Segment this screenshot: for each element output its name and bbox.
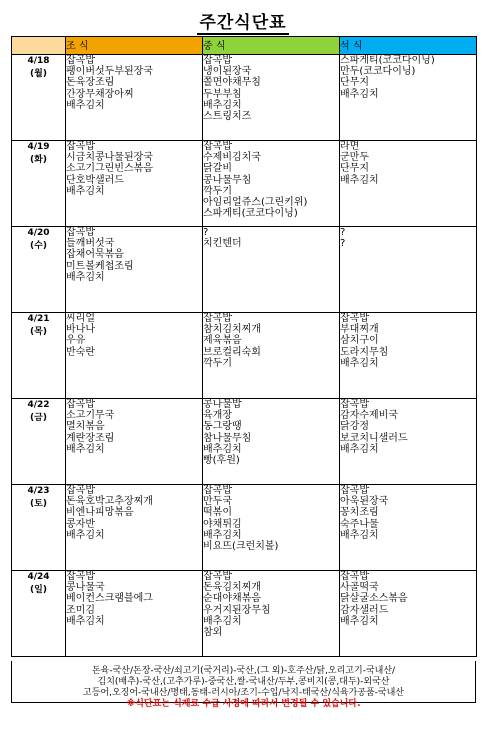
weekday-text: (목)	[30, 327, 47, 337]
menu-item: 순대야채볶음	[203, 593, 261, 605]
lunch-cell	[203, 571, 340, 657]
date-text: 4/24	[27, 572, 50, 582]
date-text: 4/18	[27, 56, 50, 66]
origin-line-3: 고등어,오징어-국내산/명태,동태-러시아/조기-수입/낙지-태국산/식육가공품-국내산	[83, 688, 404, 698]
menu-item: 우유	[66, 335, 86, 347]
menu-item: 소고기무국	[66, 410, 115, 422]
day-row	[12, 485, 477, 571]
day-date	[12, 313, 66, 399]
menu-item: 닭강정	[340, 421, 369, 433]
menu-item: 참나물무침	[203, 432, 252, 444]
day-row	[12, 141, 477, 227]
lunch-cell	[203, 55, 340, 141]
menu-item: 씨리얼	[66, 313, 95, 324]
lunch-cell	[203, 485, 340, 571]
dinner-cell	[340, 485, 477, 571]
menu-item: 배추김치	[203, 99, 242, 111]
date-text: 4/21	[27, 314, 50, 324]
menu-item: 치킨텐더	[203, 238, 242, 250]
menu-item: 계란장조림	[66, 432, 115, 444]
weekday-text: (월)	[30, 69, 47, 79]
menu-item: 잡곡밥	[203, 313, 232, 324]
header-dinner: 석 식	[340, 37, 477, 55]
menu-item: 스파게티(코코다이닝)	[340, 55, 435, 66]
menu-item: 스트링치즈	[203, 111, 252, 123]
weekday-text: (화)	[30, 155, 47, 165]
lunch-cell	[203, 313, 340, 399]
menu-item: 만두국	[203, 496, 232, 508]
day-date	[12, 571, 66, 657]
menu-item: 아욱된장국	[340, 496, 389, 508]
menu-item: 단무지	[340, 163, 369, 175]
menu-item: 팽이버섯두부된장국	[66, 66, 153, 78]
menu-item: 단무지	[340, 77, 369, 89]
menu-table	[11, 36, 477, 657]
menu-item: 꽁치조림	[340, 507, 379, 519]
weekday-text: (일)	[30, 585, 47, 595]
menu-item: 멸치볶음	[66, 421, 105, 433]
menu-item: 잡곡밥	[66, 55, 95, 66]
dinner-cell	[340, 313, 477, 399]
menu-item: 냉이된장국	[203, 66, 252, 78]
menu-item: 단호박샐러드	[66, 174, 124, 186]
menu-item: ?	[340, 227, 346, 238]
menu-item: 잡곡밥	[66, 227, 95, 238]
menu-item: 육개장	[203, 410, 232, 422]
menu-item: 깍두기	[203, 357, 232, 369]
menu-item: 배추김치	[340, 357, 379, 369]
menu-item: 배추김치	[203, 443, 242, 455]
breakfast-cell	[66, 485, 203, 571]
menu-item: 배추김치	[340, 174, 379, 186]
menu-item: 베이컨스크램블에그	[66, 593, 153, 605]
header-date	[12, 37, 66, 55]
menu-item: 콩나물밥	[203, 399, 242, 410]
day-row	[12, 399, 477, 485]
day-date	[12, 227, 66, 313]
menu-item: ?	[340, 238, 346, 250]
menu-item: 바나나	[66, 324, 95, 336]
header-row	[12, 37, 477, 55]
day-row	[12, 227, 477, 313]
menu-item: 야채튀김	[203, 518, 242, 530]
page-title: 주간식단표	[199, 13, 287, 33]
dinner-cell	[340, 227, 477, 313]
dinner-cell	[340, 571, 477, 657]
menu-item: 닭갈비	[203, 163, 232, 175]
menu-item: 동그랑땡	[203, 421, 242, 433]
menu-item: 군만두	[340, 152, 369, 164]
menu-item: 돈육장조림	[66, 77, 115, 89]
breakfast-cell	[66, 571, 203, 657]
menu-item: 배추김치	[66, 185, 105, 197]
menu-item: 반숙란	[66, 346, 95, 358]
day-date	[12, 485, 66, 571]
day-date	[12, 399, 66, 485]
change-notice: ※식단표는 식재료 수급 사정에 따라서 변경될 수 있습니다.	[126, 699, 361, 709]
menu-item: 배추김치	[66, 529, 105, 541]
breakfast-cell	[66, 399, 203, 485]
day-date	[12, 55, 66, 141]
menu-item: 잡곡밥	[340, 399, 369, 410]
menu-item: ?	[203, 227, 209, 238]
header-breakfast: 조 식	[66, 37, 203, 55]
day-row	[12, 55, 477, 141]
menu-item: 잡곡밥	[203, 485, 232, 496]
breakfast-cell	[66, 313, 203, 399]
menu-item: 배추김치	[66, 443, 105, 455]
menu-item: 참외	[203, 627, 223, 639]
lunch-cell	[203, 399, 340, 485]
menu-item: 감자수제비국	[340, 410, 398, 422]
weekday-text: (수)	[30, 241, 47, 251]
menu-item: 사골떡국	[340, 582, 379, 594]
menu-item: 들깨버섯국	[66, 238, 115, 250]
lunch-cell	[203, 141, 340, 227]
menu-item: 라면	[340, 141, 360, 152]
menu-item: 잡곡밥	[66, 141, 95, 152]
menu-item: 배추김치	[340, 88, 379, 100]
menu-item: 보코치니샐러드	[340, 432, 408, 444]
menu-item: 도라지무침	[340, 346, 389, 358]
menu-item: 간장무채장아찌	[66, 88, 134, 100]
menu-item: 잡곡밥	[203, 571, 232, 582]
menu-item: 부대찌개	[340, 324, 379, 336]
menu-item: 돈육호박고추장찌개	[66, 496, 153, 508]
menu-item: 빵(후원)	[203, 455, 240, 467]
menu-item: 배추김치	[66, 615, 105, 627]
menu-item: 만두(코코다이닝)	[340, 66, 416, 78]
day-date	[12, 141, 66, 227]
dinner-cell	[340, 399, 477, 485]
breakfast-cell	[66, 141, 203, 227]
menu-item: 우거지된장무침	[203, 604, 271, 616]
menu-item: 잡곡밥	[66, 399, 95, 410]
dinner-cell	[340, 141, 477, 227]
menu-item: 제육볶음	[203, 335, 242, 347]
menu-item: 잡곡밥	[340, 313, 369, 324]
menu-item: 배추김치	[203, 529, 242, 541]
menu-item: 삼치구이	[340, 335, 379, 347]
menu-item: 소고기그린빈스볶음	[66, 163, 153, 175]
lunch-cell	[203, 227, 340, 313]
menu-item: 비엔나피망볶음	[66, 507, 134, 519]
weekday-text: (금)	[30, 413, 47, 423]
header-lunch: 중 식	[203, 37, 340, 55]
dinner-cell	[340, 55, 477, 141]
menu-item: 깍두기	[203, 185, 232, 197]
menu-item: 비요뜨(크런치볼)	[203, 541, 279, 553]
menu-item: 잡곡밥	[203, 141, 232, 152]
menu-item: 배추김치	[340, 615, 379, 627]
menu-item: 콩자반	[66, 518, 95, 530]
footer-origin-info	[11, 661, 476, 709]
menu-item: 돈육김치찌개	[203, 582, 261, 594]
menu-item: 쫄면야채무침	[203, 77, 261, 89]
menu-item: 잡채어묵볶음	[66, 249, 124, 261]
origin-line-1: 돈육-국산/돈장-국산/쇠고기(국거리)-국산,(그 외)-호주산/닭,오리고기-국내산/	[91, 666, 396, 676]
menu-item: 콩나물국	[66, 582, 105, 594]
menu-item: 브로컬리숙회	[203, 346, 261, 358]
menu-item: 시금치콩나물된장국	[66, 152, 153, 164]
menu-item: 잡곡밥	[203, 55, 232, 66]
menu-item: 두부부침	[203, 88, 242, 100]
menu-item: 잡곡밥	[66, 485, 95, 496]
menu-item: 배추김치	[203, 615, 242, 627]
menu-item: 콩나물무침	[203, 174, 252, 186]
menu-item: 잡곡밥	[66, 571, 95, 582]
menu-item: 배추김치	[66, 271, 105, 283]
menu-item: 숙주나물	[340, 518, 379, 530]
menu-item: 감자샐러드	[340, 604, 389, 616]
origin-line-2: 김치(배추)-국산,(고추가루)-중국산,쌀-국내산/두부,콩비지(콩,대두)-외국산	[97, 677, 390, 687]
menu-item: 배추김치	[340, 529, 379, 541]
menu-item: 배추김치	[340, 443, 379, 455]
day-row	[12, 313, 477, 399]
date-text: 4/22	[27, 400, 50, 410]
breakfast-cell	[66, 55, 203, 141]
date-text: 4/23	[27, 486, 50, 496]
date-text: 4/19	[27, 142, 50, 152]
breakfast-cell	[66, 227, 203, 313]
date-text: 4/20	[27, 228, 50, 238]
menu-item: 떡볶이	[203, 507, 232, 519]
menu-item: 미트볼케첩조림	[66, 260, 134, 272]
menu-item: 수제비김치국	[203, 152, 261, 164]
menu-item: 아임리얼쥬스(그린키위)	[203, 197, 308, 209]
menu-item: 닭살굴소스볶음	[340, 593, 408, 605]
menu-item: 잡곡밥	[340, 571, 369, 582]
menu-item: 참치김치찌개	[203, 324, 261, 336]
menu-item: 잡곡밥	[340, 485, 369, 496]
weekday-text: (토)	[30, 499, 47, 509]
day-row	[12, 571, 477, 657]
menu-item: 조미김	[66, 604, 95, 616]
menu-item: 스파게티(코코다이닝)	[203, 208, 298, 220]
menu-item: 배추김치	[66, 99, 105, 111]
